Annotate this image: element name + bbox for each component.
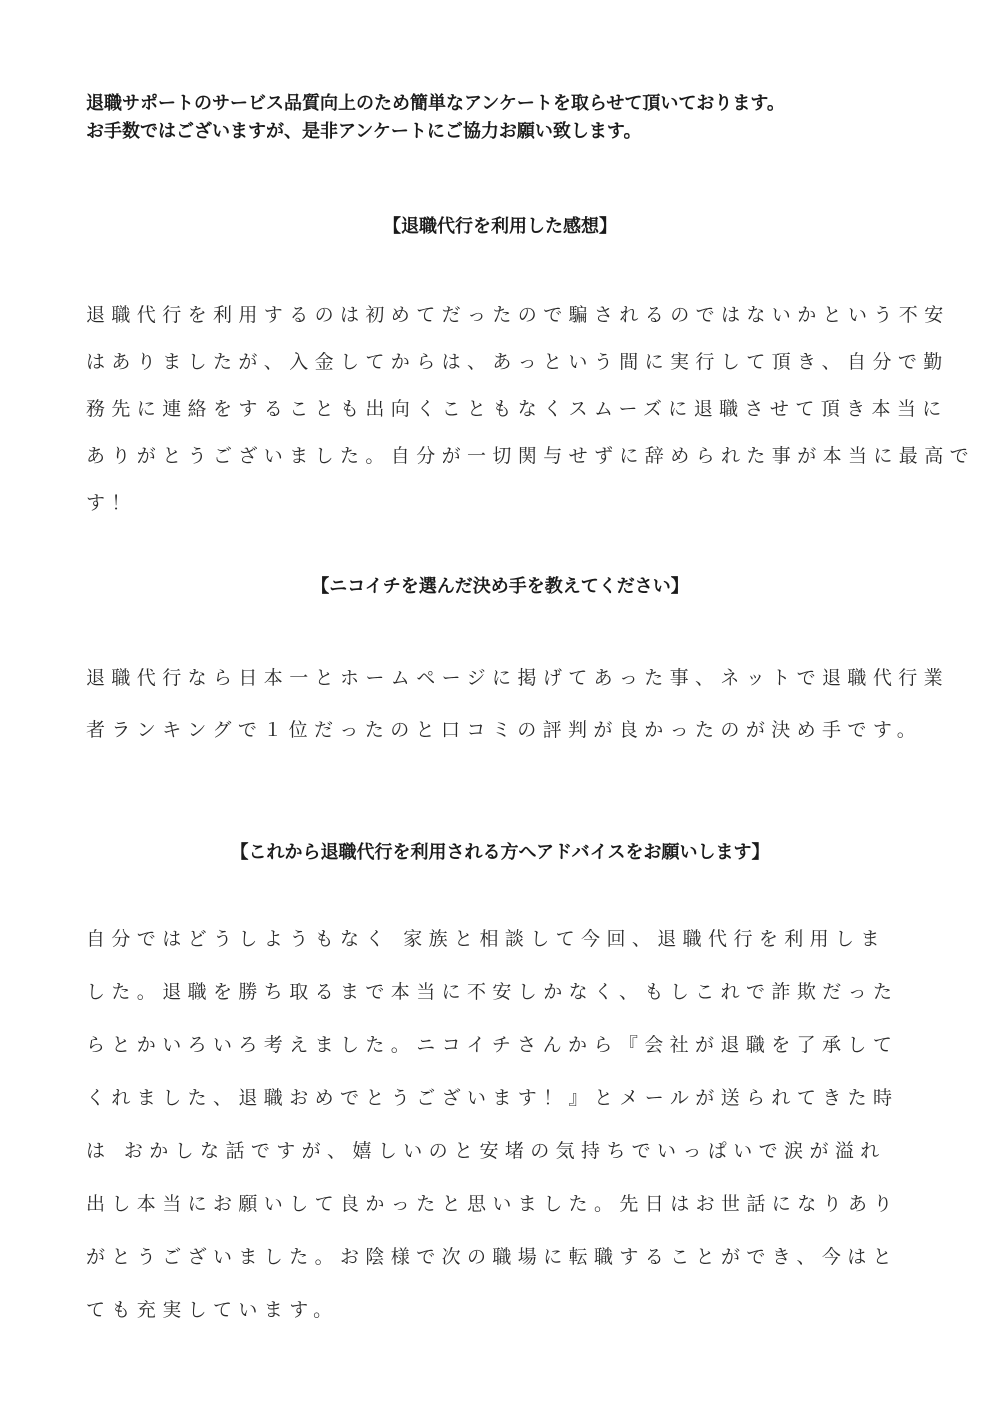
answer-line: 出し本当にお願いして良かったと思いました。先日はお世話になりあり <box>86 1193 899 1215</box>
survey-intro <box>86 90 946 146</box>
section-heading-advice: 【これから退職代行を利用される方へアドバイスをお願いします】 <box>230 842 770 863</box>
intro-line: 退職サポートのサービス品質向上のため簡単なアンケートを取らせて頂いております。 <box>86 93 785 114</box>
answer-line: 務先に連絡をすることも出向くこともなくスムーズに退職させて頂き本当に <box>86 398 948 420</box>
answer-line: す！ <box>86 492 137 514</box>
answer-line: がとうございました。お陰様で次の職場に転職することができ、今はと <box>86 1246 899 1268</box>
section-heading-impressions: 【退職代行を利用した感想】 <box>383 216 617 237</box>
answer-line: 退職代行を利用するのは初めてだったので騙されるのではないかという不安 <box>86 304 950 326</box>
answer-line: 者ランキングで１位だったのと口コミの評判が良かったのが決め手です。 <box>86 719 923 741</box>
intro-line: お手数ではございますが、是非アンケートにご協力お願い致します。 <box>86 121 642 142</box>
answer-impressions <box>86 292 976 527</box>
answer-line: くれました、退職おめでとうございます！』とメールが送られてきた時 <box>86 1087 899 1109</box>
answer-advice <box>86 913 906 1337</box>
answer-line: は おかしな話ですが、嬉しいのと安堵の気持ちでいっぱいで涙が溢れ <box>86 1140 886 1162</box>
answer-line: 退職代行なら日本一とホームページに掲げてあった事、ネットで退職代行業 <box>86 667 950 689</box>
answer-line: 自分ではどうしようもなく 家族と相談して今回、退職代行を利用しま <box>86 928 886 950</box>
answer-line: はありましたが、入金してからは、あっという間に実行して頂き、自分で勤 <box>86 351 949 373</box>
answer-line: ても充実しています。 <box>86 1299 339 1321</box>
answer-line: ありがとうございました。自分が一切関与せずに辞められた事が本当に最高で <box>86 445 976 467</box>
answer-line: らとかいろいろ考えました。ニコイチさんから『会社が退職を了承して <box>86 1034 899 1056</box>
answer-line: した。退職を勝ち取るまで本当に不安しかなく、もしこれで詐欺だった <box>86 981 899 1003</box>
section-heading-deciding-factor: 【ニコイチを選んだ決め手を教えてください】 <box>311 576 689 597</box>
answer-deciding-factor <box>86 652 950 756</box>
